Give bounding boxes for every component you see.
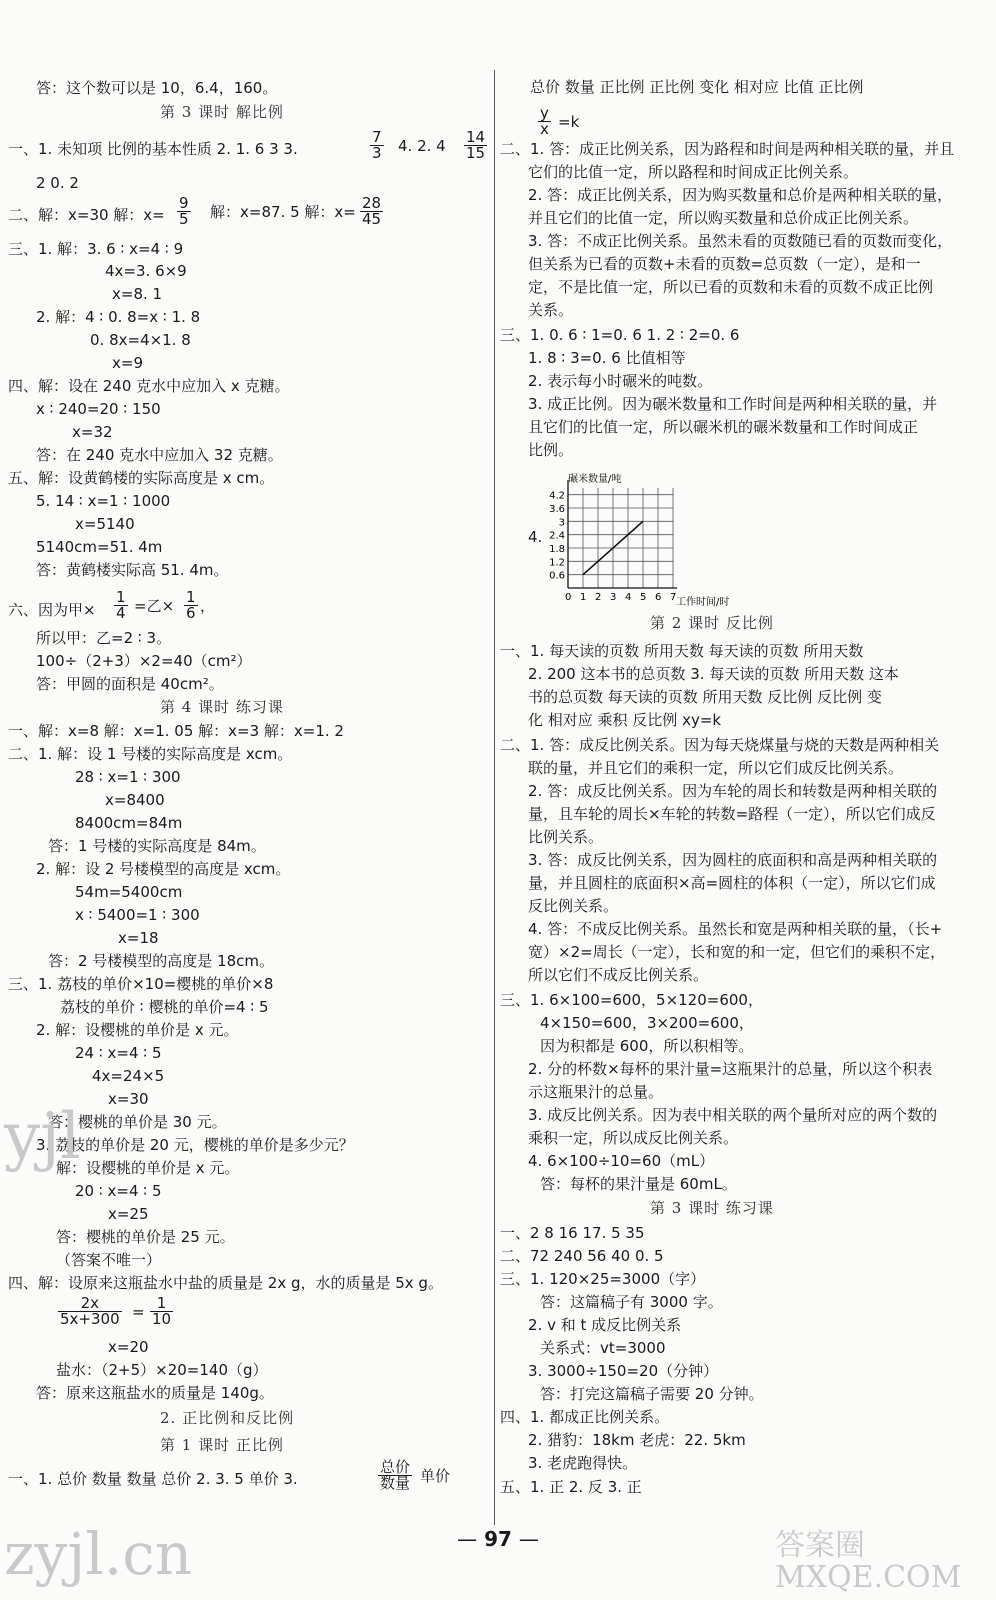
chart-x-tick: 3 (610, 592, 617, 603)
answer-line: 答：原来这瓶盐水的质量是 140g。 (36, 1384, 274, 1402)
answer-line: 答：甲圆的面积是 40cm²。 (36, 675, 224, 693)
answer-line: 100÷（2+3）×2=40（cm²） (36, 652, 252, 670)
chart-y-axis-label: 碾米数量/吨 (568, 474, 622, 485)
answer-line: 4. 6×100÷10=60（mL） (528, 1152, 715, 1170)
fraction-denominator: 5 (179, 210, 189, 228)
chart-x-tick: 0 (565, 592, 572, 603)
section-heading: 第 3 课时 解比例 (160, 103, 284, 121)
answer-line: 五、1. 正 2. 反 3. 正 (500, 1478, 642, 1496)
answer-line: 5140cm=51. 4m (36, 538, 163, 556)
page-dash-right: — (518, 1527, 539, 1551)
answer-line: 三、1. 解：3. 6 ∶ x=4 ∶ 9 (8, 240, 184, 258)
fraction-body (464, 130, 487, 161)
inline-text: 单价 (420, 1467, 451, 1485)
column-divider (494, 70, 495, 1525)
answer-line: 量，并且圆柱的底面积×高=圆柱的体积（一定），所以它们成 (528, 874, 936, 892)
answer-line: x=9 (112, 354, 143, 372)
answer-line: 二、72 240 56 40 0. 5 (500, 1247, 664, 1265)
fraction-numerator: 1 (186, 588, 196, 606)
answer-line: 2. 解：4 ∶ 0. 8=x ∶ 1. 8 (36, 308, 201, 326)
answer-line: 2. 答：成反比例关系。因为车轮的周长和转数是两种相关联的 (528, 782, 938, 800)
watermark-right-bottom: 答案圈 MXQE.COM (775, 1528, 962, 1595)
answer-line: 答：黄鹤楼实际高 51. 4m。 (36, 561, 229, 579)
answer-line: 2. 表示每小时碾米的吨数。 (528, 372, 713, 390)
answer-line: 答：1 号楼的实际高度是 84m。 (48, 837, 266, 855)
watermark-left-top: yjl (4, 1100, 81, 1174)
chart-x-tick: 4 (625, 592, 632, 603)
fraction-body (150, 1296, 173, 1327)
answer-line: 联的量，并且它们的乘积一定，所以它们成反比例关系。 (528, 759, 904, 777)
fraction-denominator: 6 (186, 604, 196, 622)
answer-line: 4x=24×5 (92, 1067, 165, 1085)
answer-line: 24 ∶ x=4 ∶ 5 (75, 1044, 162, 1062)
answer-line: 一、1. 未知项 比例的基本性质 2. 1. 6 3 3. (8, 140, 298, 158)
chart-y-tick: 1.8 (549, 544, 565, 555)
answer-line: 所以它们不成反比例关系。 (528, 966, 709, 984)
section-heading: 第 4 课时 练习课 (160, 698, 284, 716)
answer-line: 5. 14 ∶ x=1 ∶ 1000 (36, 492, 171, 510)
fraction (358, 196, 385, 227)
chart-x-tick: 7 (670, 592, 677, 603)
fraction-numerator: 9 (179, 194, 189, 212)
fraction-denominator: 45 (362, 210, 382, 228)
chart-y-tick: 2.4 (549, 530, 565, 542)
answer-line: 四、解：设原来这瓶盐水中盐的质量是 2x g，水的质量是 5x g。 (8, 1274, 443, 1292)
chart-x-tick: 6 (655, 592, 662, 603)
answer-line: 四、1. 都成正比例关系。 (500, 1408, 670, 1426)
answer-line: x=32 (72, 423, 113, 441)
fraction-numerator: 1 (116, 588, 126, 606)
answer-line: 但关系为已看的页数+未看的页数=总页数（一定），是和一 (528, 255, 921, 273)
answer-line: 书的总页数 每天读的页数 所用天数 反比例 反比例 变 (528, 688, 882, 706)
fraction (368, 130, 386, 161)
fraction-numerator: 1 (150, 1296, 173, 1312)
page-number: 97 (484, 1527, 512, 1551)
inline-text: 4. 2. 4 (398, 137, 446, 155)
fraction-denominator: 数量 (380, 1474, 411, 1492)
section-heading: 第 2 课时 反比例 (650, 614, 774, 632)
fraction-denominator: x (540, 120, 549, 138)
answer-line: 4. 答：不成反比例关系。虽然长和宽是两种相关联的量，（长+ (528, 920, 943, 938)
section-heading: 第 1 课时 正比例 (160, 1436, 284, 1454)
chart-x-tick: 1 (580, 592, 587, 603)
chart-x-tick: 5 (640, 592, 647, 603)
answer-line: 一、1. 每天读的页数 所用天数 每天读的页数 所用天数 (500, 642, 864, 660)
fraction-denominator: 15 (466, 144, 486, 162)
answer-line: 2. 200 这本书的总页数 3. 每天读的页数 所用天数 这本 (528, 665, 899, 683)
answer-line: 总价 数量 正比例 正比例 变化 相对应 比值 正比例 (530, 78, 864, 96)
fraction (182, 590, 200, 621)
fraction-numerator: 总价 (380, 1458, 411, 1476)
chart-y-tick: 3 (558, 517, 565, 529)
answer-line: 所以甲：乙=2 ∶ 3。 (36, 629, 172, 647)
answer-line: 20 ∶ x=4 ∶ 5 (75, 1182, 162, 1200)
answer-line: 它们的比值一定，所以路程和时间成正比例关系。 (528, 163, 859, 181)
fraction-body (378, 1460, 412, 1491)
fraction-numerator: 14 (466, 128, 486, 146)
answer-line: 答：樱桃的单价是 30 元。 (48, 1113, 227, 1131)
chart-svg (540, 472, 780, 622)
answer-line: 2. v 和 t 成反比例关系 (528, 1316, 682, 1334)
answer-line: 且它们的比值一定，所以碾米机的碾米数量和工作时间成正 (528, 418, 919, 436)
answer-line: 3. 成反比例关系。因为表中相关联的两个量所对应的两个数的 (528, 1106, 938, 1124)
inline-text: ， (200, 597, 216, 615)
fraction (462, 130, 489, 161)
answer-line: 二、1. 解：设 1 号楼的实际高度是 xcm。 (8, 745, 293, 763)
answer-line: 答：樱桃的单价是 25 元。 (56, 1228, 235, 1246)
answer-line: 2. 解：设 2 号楼模型的高度是 xcm。 (36, 860, 291, 878)
answer-line: 乘积一定，所以成反比例关系。 (528, 1129, 739, 1147)
fraction (175, 196, 193, 227)
answer-line: 定，不是比值一定，所以已看的页数和未看的页数不成正比例 (528, 278, 934, 296)
chart-y-tick: 0.6 (549, 570, 565, 582)
answer-line: 解：设樱桃的单价是 x 元。 (56, 1159, 240, 1177)
answer-line: 二、解：x=30 解：x= (8, 206, 165, 224)
answer-line: 关系。 (528, 301, 574, 319)
answer-line: 反比例关系。 (528, 897, 619, 915)
answer-line: 盐水：（2+5）×20=140（g） (56, 1361, 268, 1379)
page-dash-left: — (457, 1527, 478, 1551)
answer-line: x=18 (118, 929, 159, 947)
answer-line: x=30 (108, 1090, 149, 1108)
answer-line: 3. 老虎跑得快。 (528, 1454, 638, 1472)
fraction-body (184, 590, 198, 621)
fraction (536, 106, 553, 137)
answer-line: 六、因为甲× (8, 601, 96, 619)
inline-text: =k (558, 113, 580, 131)
chart-y-tick: 3.6 (549, 504, 565, 515)
answer-line: 3. 成正比例。因为碾米数量和工作时间是两种相关联的量，并 (528, 395, 938, 413)
fraction-denominator: 4 (116, 604, 126, 622)
answer-line: （答案不唯一） (56, 1251, 162, 1269)
chart-y-tick: 1.2 (549, 557, 565, 569)
answer-line: 54m=5400cm (75, 883, 183, 901)
chart-y-tick: 4.2 (549, 490, 565, 502)
section-heading: 第 3 课时 练习课 (650, 1199, 774, 1217)
answer-line: 一、2 8 16 17. 5 35 (500, 1224, 645, 1242)
answer-line: 2. 猎豹：18km 老虎：22. 5km (528, 1431, 746, 1449)
answer-line: 3. 3000÷150=20（分钟） (528, 1362, 719, 1380)
answer-line: 答：2 号楼模型的高度是 18cm。 (48, 952, 275, 970)
answer-line: 化 相对应 乘积 反比例 xy=k (528, 711, 722, 729)
answer-line: 答：在 240 克水中应加入 32 克糖。 (36, 446, 283, 464)
answer-line: 荔枝的单价 ∶ 樱桃的单价=4 ∶ 5 (60, 998, 269, 1016)
answer-line: 3. 答：成反比例关系，因为圆柱的底面积和高是两种相关联的 (528, 851, 938, 869)
answer-line: 0. 8x=4×1. 8 (90, 331, 191, 349)
answer-line: 三、1. 0. 6 ∶ 1=0. 6 1. 2 ∶ 2=0. 6 (500, 326, 740, 344)
answer-line: 3. 答：不成正比例关系。虽然未看的页数随已看的页数而变化， (528, 232, 953, 250)
inline-text: = (132, 1303, 145, 1321)
fraction-numerator: 28 (362, 194, 382, 212)
inline-text: =乙× (134, 597, 175, 615)
fraction-body (538, 106, 551, 137)
answer-line: 2. 答：成正比例关系，因为购买数量和总价是两种相关联的量， (528, 186, 953, 204)
fraction (112, 590, 130, 621)
watermark-left-bottom: zyjl.cn (4, 1520, 193, 1588)
answer-line: 2. 分的杯数×每杯的果汁量=这瓶果汁的总量，所以这个积表 (528, 1060, 933, 1078)
answer-line: 并且它们的比值一定，所以购买数量和总价成正比例关系。 (528, 209, 919, 227)
chart-x-tick: 2 (595, 592, 602, 603)
fraction-numerator: 2x (58, 1296, 122, 1312)
fraction (148, 1296, 175, 1327)
answer-line: x=20 (108, 1338, 149, 1356)
page-number-footer (0, 1527, 996, 1551)
answer-line: 答：每杯的果汁量是 60mL。 (540, 1175, 737, 1193)
answer-line: 五、解：设黄鹤楼的实际高度是 x cm。 (8, 469, 275, 487)
answer-line: 4. (528, 528, 543, 546)
answer-line: 四、解：设在 240 克水中应加入 x 克糖。 (8, 377, 290, 395)
fraction-body (360, 196, 383, 227)
chart-x-axis-label: 工作时间/时 (676, 597, 730, 608)
fraction-numerator: 7 (372, 128, 382, 146)
answer-line: 量，且车轮的周长×车轮的转数=路程（一定），所以它们成反 (528, 805, 936, 823)
rice-milling-chart (540, 472, 780, 622)
answer-line: 示这瓶果汁的总量。 (528, 1083, 664, 1101)
fraction-body (370, 130, 384, 161)
fraction-numerator: y (540, 104, 549, 122)
answer-line: 三、1. 荔枝的单价×10=樱桃的单价×8 (8, 975, 274, 993)
answer-line: 2 0. 2 (36, 174, 79, 192)
answer-line: 比例。 (528, 441, 574, 459)
fraction-denominator: 5x+300 (60, 1310, 120, 1328)
answer-line: x=8400 (105, 791, 165, 809)
fraction-denominator: 10 (152, 1310, 172, 1328)
fraction (56, 1296, 124, 1327)
answer-line: 1. 8 ∶ 3=0. 6 比值相等 (528, 349, 686, 367)
answer-line: x ∶ 240=20 ∶ 150 (36, 400, 161, 418)
answer-line: 答：这篇稿子有 3000 字。 (540, 1293, 723, 1311)
answer-line: 二、1. 答：成正比例关系，因为路程和时间是两种相关联的量，并且 (500, 140, 955, 158)
fraction-body (114, 590, 128, 621)
fraction-body (58, 1296, 122, 1327)
answer-line: x ∶ 5400=1 ∶ 300 (75, 906, 200, 924)
answer-line: 答：这个数可以是 10，6.4，160。 (36, 79, 278, 97)
fraction-denominator: 3 (372, 144, 382, 162)
answer-line: 因为积都是 600，所以积相等。 (540, 1037, 754, 1055)
answer-line: 答：打完这篇稿子需要 20 分钟。 (540, 1385, 764, 1403)
answer-line: x=5140 (75, 515, 135, 533)
answer-line: 一、1. 总价 数量 数量 总价 2. 3. 5 单价 3. (8, 1470, 298, 1488)
answer-line: 4×150=600，3×200=600， (540, 1014, 754, 1032)
answer-line: 三、1. 6×100=600，5×120=600， (500, 991, 763, 1009)
answer-line: 28 ∶ x=1 ∶ 300 (75, 768, 181, 786)
fraction-body (177, 196, 191, 227)
answer-line: 一、解：x=8 解：x=1. 05 解：x=3 解：x=1. 2 (8, 722, 344, 740)
fraction (376, 1460, 414, 1491)
answer-line: 3. 荔枝的单价是 20 元，樱桃的单价是多少元？ (36, 1136, 354, 1154)
answer-line: 宽）×2=周长（一定），长和宽的和一定，但它们的乘积不定， (528, 943, 946, 961)
answer-line: x=25 (108, 1205, 149, 1223)
answer-line: 8400cm=84m (75, 814, 183, 832)
answer-line: 二、1. 答：成反比例关系。因为每天烧煤量与烧的天数是两种相关 (500, 736, 940, 754)
section-heading: 2. 正比例和反比例 (160, 1409, 295, 1427)
answer-line: 比例关系。 (528, 828, 604, 846)
answer-line: 三、1. 120×25=3000（字） (500, 1270, 706, 1288)
answer-line: 2. 解：设樱桃的单价是 x 元。 (36, 1021, 239, 1039)
inline-text: 解：x=87. 5 解：x= (210, 203, 356, 221)
answer-line: 4x=3. 6×9 (105, 262, 187, 280)
answer-line: x=8. 1 (112, 285, 163, 303)
answer-line: 关系式：vt=3000 (540, 1339, 666, 1357)
